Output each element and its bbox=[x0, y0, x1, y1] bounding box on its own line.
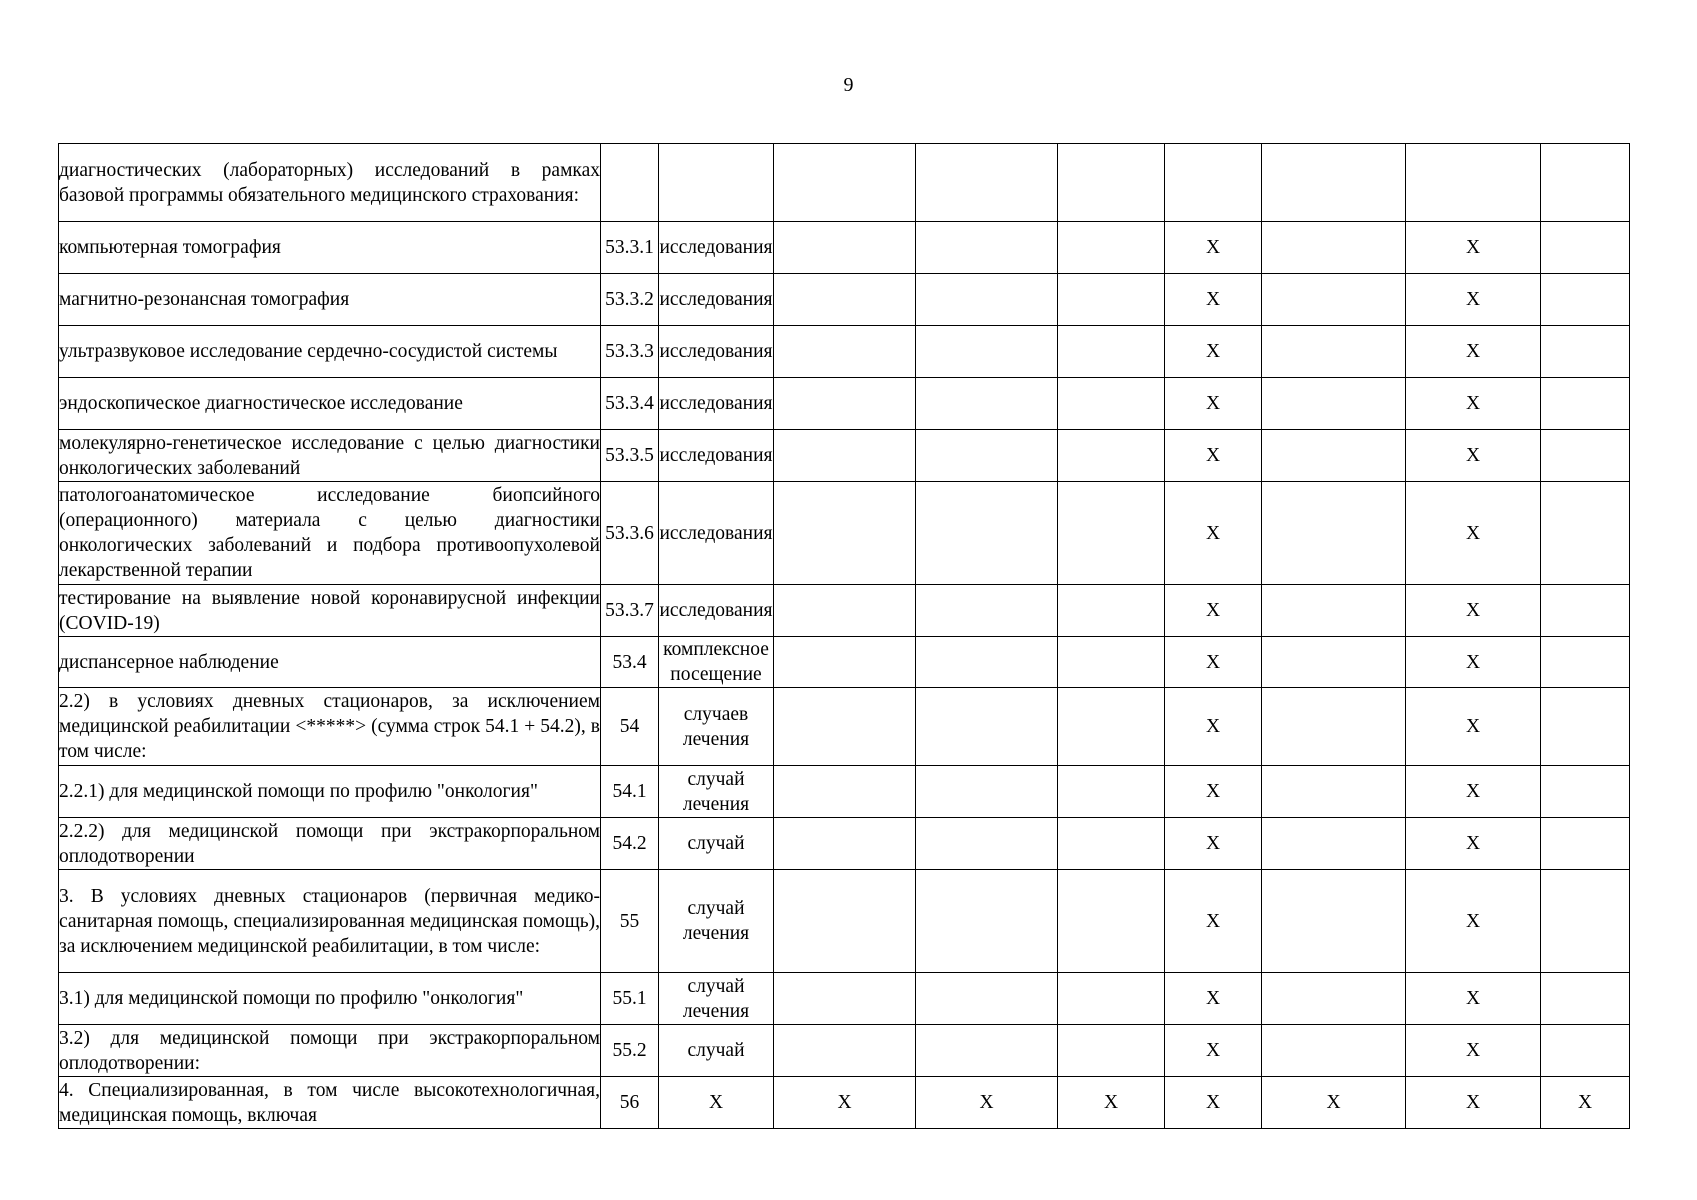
mark-cell bbox=[1058, 973, 1165, 1025]
mark-cell bbox=[774, 585, 916, 637]
mark-cell bbox=[1541, 326, 1630, 378]
row-description: 2.2.2) для медицинской помощи при экстракорпоральном оплодотворении bbox=[59, 818, 601, 870]
mark-cell bbox=[1541, 1025, 1630, 1077]
mark-cell: X bbox=[1165, 482, 1262, 585]
mark-cell bbox=[1262, 766, 1406, 818]
mark-cell: X bbox=[1406, 818, 1541, 870]
mark-cell bbox=[1541, 973, 1630, 1025]
row-code: 55.2 bbox=[601, 1025, 659, 1077]
row-code: 53.3.4 bbox=[601, 378, 659, 430]
row-code bbox=[601, 144, 659, 222]
row-description: молекулярно-генетическое исследование с целью диагностики онкологических заболеваний bbox=[59, 430, 601, 482]
table-row bbox=[59, 144, 1630, 222]
table-row bbox=[59, 637, 1630, 688]
row-code: 55.1 bbox=[601, 973, 659, 1025]
row-description: 3.2) для медицинской помощи при экстракорпоральном оплодотворении: bbox=[59, 1025, 601, 1077]
mark-cell: X bbox=[1406, 222, 1541, 274]
mark-cell bbox=[1058, 326, 1165, 378]
mark-cell: X bbox=[1406, 378, 1541, 430]
mark-cell: X bbox=[1165, 585, 1262, 637]
mark-cell bbox=[916, 144, 1058, 222]
mark-cell bbox=[1541, 274, 1630, 326]
table-row bbox=[59, 326, 1630, 378]
mark-cell bbox=[916, 430, 1058, 482]
mark-cell bbox=[774, 766, 916, 818]
mark-cell bbox=[1541, 637, 1630, 688]
row-code: 53.3.1 bbox=[601, 222, 659, 274]
row-unit: случай лечения bbox=[659, 973, 774, 1025]
mark-cell: X bbox=[916, 1077, 1058, 1129]
mark-cell bbox=[1058, 430, 1165, 482]
row-description: 2.2) в условиях дневных стационаров, за исключением медицинской реабилитации <*****> (сумма строк 54.1 + 54.2), в том числе: bbox=[59, 688, 601, 766]
mark-cell: X bbox=[1165, 637, 1262, 688]
mark-cell bbox=[1262, 482, 1406, 585]
mark-cell: X bbox=[1406, 1077, 1541, 1129]
row-description: патологоанатомическое исследование биопсийного (операционного) материала с целью диагностики онкологических заболеваний и подбора противоопухолевой лекарственной терапии bbox=[59, 482, 601, 585]
mark-cell bbox=[916, 222, 1058, 274]
mark-cell: X bbox=[1406, 482, 1541, 585]
mark-cell: X bbox=[1541, 1077, 1630, 1129]
mark-cell bbox=[774, 870, 916, 973]
mark-cell: X bbox=[1165, 818, 1262, 870]
mark-cell bbox=[1262, 222, 1406, 274]
mark-cell: X bbox=[1165, 430, 1262, 482]
mark-cell bbox=[774, 430, 916, 482]
table-row bbox=[59, 1025, 1630, 1077]
mark-cell: X bbox=[1165, 326, 1262, 378]
mark-cell bbox=[774, 482, 916, 585]
mark-cell bbox=[774, 818, 916, 870]
row-unit: исследования bbox=[659, 585, 774, 637]
mark-cell bbox=[916, 766, 1058, 818]
mark-cell bbox=[1058, 637, 1165, 688]
mark-cell: X bbox=[1406, 326, 1541, 378]
row-description: ультразвуковое исследование сердечно-сосудистой системы bbox=[59, 326, 601, 378]
mark-cell bbox=[916, 378, 1058, 430]
table-row bbox=[59, 766, 1630, 818]
table-row bbox=[59, 274, 1630, 326]
mark-cell bbox=[774, 326, 916, 378]
row-unit: случай bbox=[659, 1025, 774, 1077]
mark-cell bbox=[916, 973, 1058, 1025]
mark-cell bbox=[1058, 482, 1165, 585]
mark-cell bbox=[1541, 378, 1630, 430]
mark-cell bbox=[774, 688, 916, 766]
row-description: 3.1) для медицинской помощи по профилю "онкология" bbox=[59, 973, 601, 1025]
mark-cell: X bbox=[1165, 766, 1262, 818]
table-row bbox=[59, 482, 1630, 585]
row-unit: случай лечения bbox=[659, 766, 774, 818]
mark-cell bbox=[1262, 430, 1406, 482]
table-row bbox=[59, 818, 1630, 870]
row-unit: случай bbox=[659, 818, 774, 870]
row-description: эндоскопическое диагностическое исследование bbox=[59, 378, 601, 430]
row-description: диагностических (лабораторных) исследований в рамках базовой программы обязательного медицинского страхования: bbox=[59, 144, 601, 222]
row-unit: исследования bbox=[659, 326, 774, 378]
mark-cell: X bbox=[1262, 1077, 1406, 1129]
mark-cell bbox=[1058, 144, 1165, 222]
table-row bbox=[59, 430, 1630, 482]
mark-cell bbox=[774, 1025, 916, 1077]
mark-cell bbox=[1058, 688, 1165, 766]
mark-cell bbox=[1541, 144, 1630, 222]
mark-cell: X bbox=[1165, 222, 1262, 274]
mark-cell: X bbox=[1406, 430, 1541, 482]
mark-cell bbox=[774, 378, 916, 430]
mark-cell: X bbox=[1165, 1077, 1262, 1129]
mark-cell bbox=[1262, 818, 1406, 870]
mark-cell: X bbox=[1406, 973, 1541, 1025]
mark-cell bbox=[1541, 870, 1630, 973]
mark-cell bbox=[1058, 222, 1165, 274]
mark-cell bbox=[1262, 973, 1406, 1025]
row-unit: исследования bbox=[659, 378, 774, 430]
mark-cell bbox=[916, 585, 1058, 637]
mark-cell bbox=[1541, 585, 1630, 637]
mark-cell bbox=[1541, 688, 1630, 766]
table-row bbox=[59, 585, 1630, 637]
row-code: 54.1 bbox=[601, 766, 659, 818]
row-unit: исследования bbox=[659, 222, 774, 274]
row-code: 55 bbox=[601, 870, 659, 973]
mark-cell bbox=[1262, 144, 1406, 222]
row-code: 56 bbox=[601, 1077, 659, 1129]
mark-cell: X bbox=[774, 1077, 916, 1129]
mark-cell bbox=[774, 637, 916, 688]
row-unit: комплексное посещение bbox=[659, 637, 774, 688]
mark-cell bbox=[916, 870, 1058, 973]
mark-cell bbox=[916, 274, 1058, 326]
mark-cell: X bbox=[1406, 870, 1541, 973]
mark-cell bbox=[1058, 766, 1165, 818]
row-code: 53.3.2 bbox=[601, 274, 659, 326]
row-description: диспансерное наблюдение bbox=[59, 637, 601, 688]
mark-cell bbox=[1262, 326, 1406, 378]
mark-cell bbox=[916, 1025, 1058, 1077]
mark-cell: X bbox=[1165, 870, 1262, 973]
mark-cell bbox=[1541, 222, 1630, 274]
table-row bbox=[59, 222, 1630, 274]
mark-cell bbox=[1541, 482, 1630, 585]
mark-cell bbox=[916, 688, 1058, 766]
row-unit: случай лечения bbox=[659, 870, 774, 973]
mark-cell bbox=[1541, 818, 1630, 870]
mark-cell bbox=[1541, 430, 1630, 482]
row-unit: исследования bbox=[659, 274, 774, 326]
mark-cell bbox=[916, 818, 1058, 870]
row-description: 2.2.1) для медицинской помощи по профилю "онкология" bbox=[59, 766, 601, 818]
mark-cell bbox=[1262, 637, 1406, 688]
row-unit: X bbox=[659, 1077, 774, 1129]
mark-cell: X bbox=[1165, 688, 1262, 766]
row-code: 53.3.5 bbox=[601, 430, 659, 482]
mark-cell bbox=[1262, 688, 1406, 766]
row-code: 53.3.7 bbox=[601, 585, 659, 637]
row-description: тестирование на выявление новой коронавирусной инфекции (COVID-19) bbox=[59, 585, 601, 637]
mark-cell: X bbox=[1406, 274, 1541, 326]
row-unit: исследования bbox=[659, 430, 774, 482]
row-code: 54 bbox=[601, 688, 659, 766]
mark-cell: X bbox=[1165, 274, 1262, 326]
row-code: 53.3.6 bbox=[601, 482, 659, 585]
data-table bbox=[58, 143, 1630, 1129]
table-row bbox=[59, 1077, 1630, 1129]
row-code: 53.3.3 bbox=[601, 326, 659, 378]
mark-cell: X bbox=[1165, 378, 1262, 430]
row-unit bbox=[659, 144, 774, 222]
row-code: 53.4 bbox=[601, 637, 659, 688]
mark-cell bbox=[1262, 274, 1406, 326]
mark-cell bbox=[774, 973, 916, 1025]
mark-cell: X bbox=[1058, 1077, 1165, 1129]
mark-cell: X bbox=[1165, 973, 1262, 1025]
row-code: 54.2 bbox=[601, 818, 659, 870]
mark-cell bbox=[1058, 818, 1165, 870]
mark-cell bbox=[1541, 766, 1630, 818]
mark-cell bbox=[774, 274, 916, 326]
mark-cell: X bbox=[1165, 1025, 1262, 1077]
mark-cell bbox=[774, 144, 916, 222]
row-description: компьютерная томография bbox=[59, 222, 601, 274]
table-row bbox=[59, 688, 1630, 766]
mark-cell bbox=[1262, 870, 1406, 973]
mark-cell bbox=[1058, 1025, 1165, 1077]
table-row bbox=[59, 378, 1630, 430]
mark-cell bbox=[916, 637, 1058, 688]
mark-cell bbox=[1058, 378, 1165, 430]
row-description: магнитно-резонансная томография bbox=[59, 274, 601, 326]
mark-cell bbox=[774, 222, 916, 274]
table-row bbox=[59, 870, 1630, 973]
row-description: 4. Специализированная, в том числе высокотехнологичная, медицинская помощь, включая bbox=[59, 1077, 601, 1129]
mark-cell bbox=[916, 482, 1058, 585]
mark-cell: X bbox=[1406, 766, 1541, 818]
mark-cell bbox=[1262, 378, 1406, 430]
row-description: 3. В условиях дневных стационаров (первичная медико-санитарная помощь, специализированная медицинская помощь), за исключением медицинской реабилитации, в том числе: bbox=[59, 870, 601, 973]
mark-cell bbox=[1058, 274, 1165, 326]
mark-cell bbox=[1165, 144, 1262, 222]
mark-cell bbox=[1058, 585, 1165, 637]
mark-cell: X bbox=[1406, 1025, 1541, 1077]
page-number: 9 bbox=[843, 74, 854, 96]
mark-cell: X bbox=[1406, 688, 1541, 766]
row-unit: исследования bbox=[659, 482, 774, 585]
mark-cell bbox=[1406, 144, 1541, 222]
mark-cell bbox=[1058, 870, 1165, 973]
mark-cell: X bbox=[1406, 585, 1541, 637]
mark-cell bbox=[916, 326, 1058, 378]
row-unit: случаев лечения bbox=[659, 688, 774, 766]
mark-cell bbox=[1262, 585, 1406, 637]
mark-cell bbox=[1262, 1025, 1406, 1077]
table-row bbox=[59, 973, 1630, 1025]
mark-cell: X bbox=[1406, 637, 1541, 688]
